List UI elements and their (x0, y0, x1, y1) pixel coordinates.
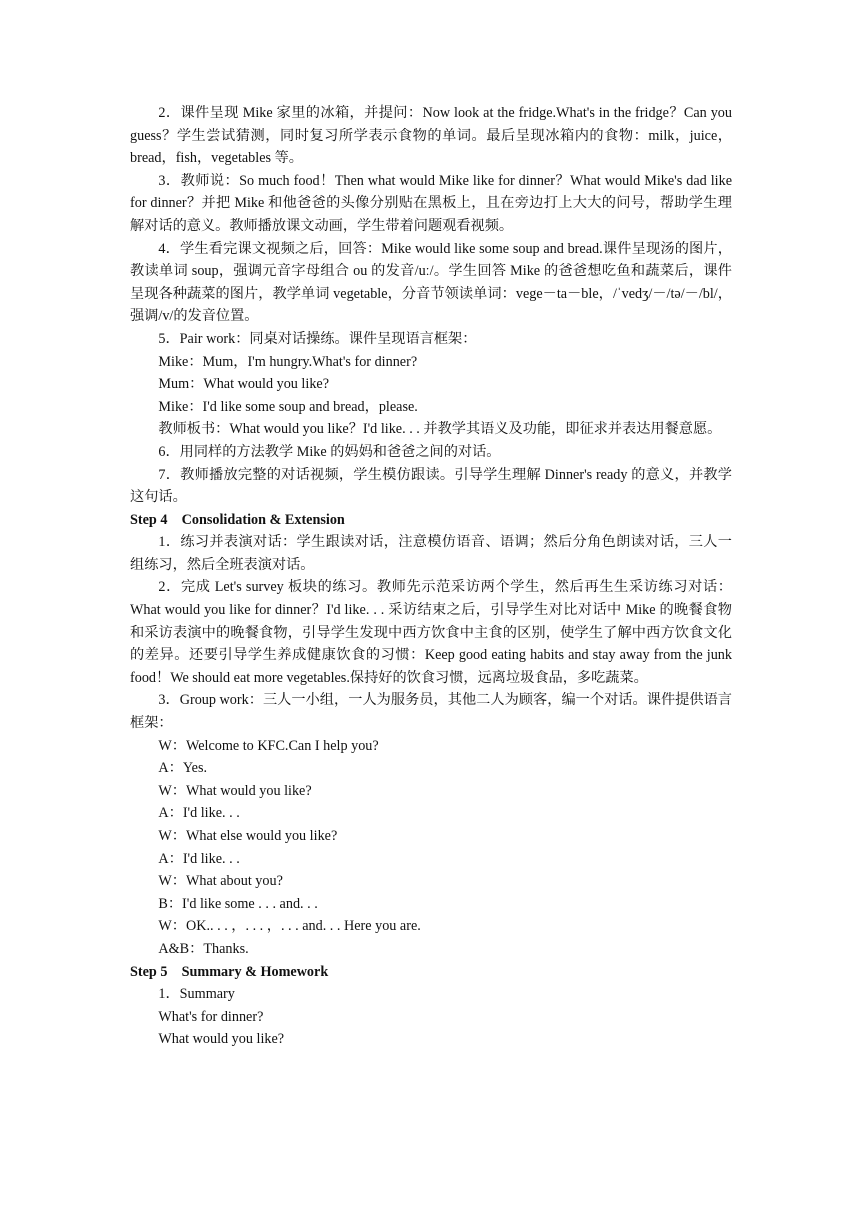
dialogue-line: B：I'd like some . . . and. . . (158, 895, 318, 912)
paragraph-5-pair-work: 5．Pair work：同桌对话操练。课件呈现语言框架： (158, 330, 477, 347)
dialogue-line: W：OK.. . . ，. . . ，. . . and. . . Here you are. (158, 918, 421, 935)
paragraph-3-dinner: 3．教师说：So much food！Then what would Mike like for dinner？What would Mike's dad like for dinner？并把 Mike 和他爸爸的头像分别贴在黑板上，且在旁边打上大大的问号，帮助学生理解对话的意义。教师播放课文动画，学生带着问题观看视频。 (130, 172, 732, 234)
dialogue-line: W：What else would you like? (158, 828, 338, 844)
step-5-heading: Step 5 Summary & Homework (130, 963, 329, 980)
summary-line: What would you like? (158, 1031, 285, 1048)
dialogue-line: W：What would you like? (158, 782, 312, 799)
dialogue-line: A：Yes. (158, 760, 208, 777)
paragraph-6: 6．用同样的方法教学 Mike 的妈妈和爸爸之间的对话。 (158, 443, 501, 460)
paragraph-blackboard: 教师板书：What would you like？I'd like. . . 并教学其语义及功能，即征求并表达用餐意愿。 (158, 421, 722, 438)
paragraph-step4-3: 3．Group work：三人一小组，一人为服务员，其他二人为顾客，编一个对话。课件提供语言框架： (130, 692, 732, 732)
paragraph-4-video: 4．学生看完课文视频之后，回答：Mike would like some soup and bread.课件呈现汤的图片，教读单词 soup，强调元音字母组合 ou 的发音/uː/。学生回答 Mike 的爸爸想吃鱼和蔬菜后，课件呈现各种蔬菜的图片，教学单词 vegetable，分音节领读单词：vege－ta－ble，/ˈvedʒ/－/tə/－/bl/，强调/v/的发音位置。 (130, 240, 732, 325)
paragraph-step4-2: 2．完成 Let's survey 板块的练习。教师先示范采访两个学生，然后再生生采访练习对话：What would you like for dinner？I'd like. . . 采访结束之后，引导学生对比对话中 Mike 的晚餐食物和采访表演中的晚餐食物，引导学生发现中西方饮食中主食的区别，使学生了解中西方饮食文化的差异。还要引导学生养成健康饮食的习惯：Keep good eating habits and stay away from the junk food！We should eat more vegetables.保持好的饮食习惯，远离垃圾食品，多吃蔬菜。 (130, 579, 732, 686)
paragraph-7: 7．教师播放完整的对话视频，学生模仿跟读。引导学生理解 Dinner's ready 的意义，并教学这句话。 (130, 466, 732, 506)
step-4-heading: Step 4 Consolidation & Extension (130, 511, 345, 528)
dialogue-line: A：I'd like. . . (158, 805, 240, 822)
paragraph-step4-1: 1．练习并表演对话：学生跟读对话，注意模仿语音、语调；然后分角色朗读对话，三人一组练习，然后全班表演对话。 (130, 534, 732, 573)
summary-line: What's for dinner? (158, 1008, 264, 1025)
dialogue-line: Mike：Mum，I'm hungry.What's for dinner? (158, 353, 418, 370)
dialogue-line: Mike：I'd like some soup and bread，please. (158, 398, 418, 415)
dialogue-line: W：What about you? (158, 873, 283, 890)
dialogue-line: W：Welcome to KFC.Can I help you? (158, 737, 379, 754)
dialogue-line: Mum：What would you like? (158, 376, 330, 393)
paragraph-2-fridge: 2．课件呈现 Mike 家里的冰箱，并提问：Now look at the fridge.What's in the fridge？Can you guess？学生尝试猜测，同时复习所学表示食物的单词。最后呈现冰箱内的食物：milk，juice，bread，fish，vegetables 等。 (130, 105, 732, 167)
dialogue-line: A：I'd like. . . (158, 850, 240, 867)
document-page (130, 102, 732, 1051)
summary-line: 1．Summary (158, 986, 235, 1003)
dialogue-line: A&B：Thanks. (158, 940, 249, 957)
